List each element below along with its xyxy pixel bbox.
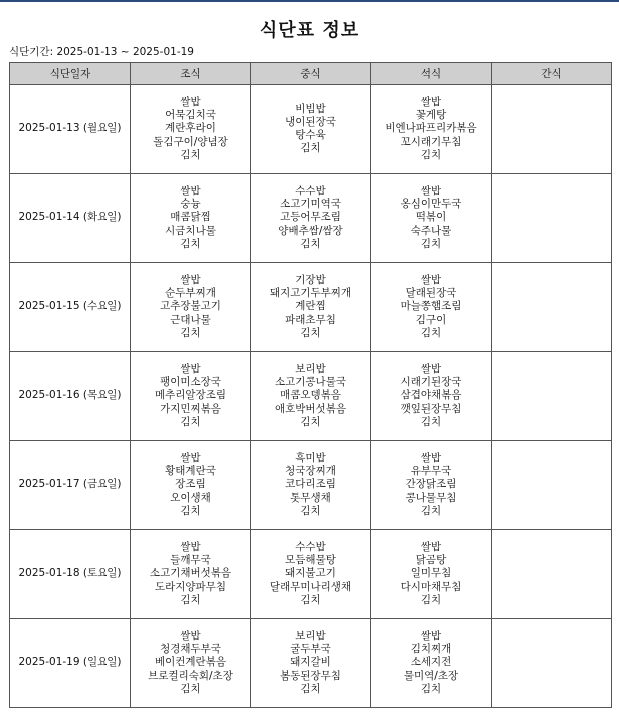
dish-item: 황태계란국 — [165, 465, 216, 478]
table-row — [10, 352, 612, 441]
dish-item: 유부무국 — [410, 465, 452, 478]
dish-item: 쌀밥 — [420, 540, 442, 553]
dish-item: 파래초무침 — [285, 313, 336, 326]
dish-item: 소고기콩나물국 — [274, 376, 346, 389]
dish-item: 마늘쫑햄조림 — [400, 300, 462, 313]
breakfast-cell — [131, 530, 251, 619]
breakfast-cell — [131, 352, 251, 441]
dish-item: 김치 — [420, 504, 442, 517]
dish-item: 청경채두부국 — [160, 643, 221, 656]
snack-cell — [492, 619, 612, 708]
dish-item: 고추장불고기 — [160, 300, 221, 313]
dish-item: 탕수육 — [295, 129, 326, 141]
dish-item: 꼬시래기무침 — [400, 135, 462, 148]
lunch-cell — [251, 352, 371, 441]
lunch-cell — [251, 263, 371, 352]
dish-item: 김치 — [180, 504, 201, 517]
meal-date: 2025-01-16 (목요일) — [10, 352, 131, 441]
dish-item: 장조림 — [175, 478, 206, 491]
snack-cell — [492, 263, 612, 352]
dish-item: 쌀밥 — [420, 362, 442, 375]
dish-item: 쌀밥 — [180, 95, 201, 108]
dish-item: 돼지고기두부찌개 — [269, 287, 352, 300]
header-dinner: 석식 — [371, 63, 492, 85]
dish-item: 김치 — [420, 593, 442, 606]
dish-item: 소고기미역국 — [280, 198, 341, 211]
dish-item: 매콤닭찜 — [170, 211, 211, 224]
dish-item: 오이생채 — [170, 491, 211, 504]
dish-item: 메추리알장조림 — [154, 389, 226, 402]
dish-item: 달래된장국 — [405, 287, 457, 300]
lunch-cell — [251, 85, 371, 174]
dish-item: 옹심이만두국 — [400, 198, 462, 211]
dish-item: 김치 — [180, 682, 201, 695]
meal-date: 2025-01-13 (월요일) — [10, 85, 131, 174]
dish-item: 보리밥 — [295, 629, 326, 642]
table-header-row — [10, 63, 612, 85]
dish-item: 어묵김치국 — [165, 109, 216, 122]
dish-item: 쌀밥 — [420, 273, 442, 286]
dish-item: 봄동된장무침 — [280, 669, 341, 682]
menu-period: 식단기간: 2025-01-13 ~ 2025-01-19 — [9, 46, 194, 58]
dinner-cell — [371, 352, 492, 441]
dish-item: 김치 — [420, 682, 442, 695]
table-row — [10, 263, 612, 352]
dish-item: 깻잎된장무침 — [400, 402, 462, 415]
breakfast-cell — [131, 174, 251, 263]
dish-item: 일미무침 — [410, 567, 452, 580]
page-title: 식단표 정보 — [259, 20, 360, 41]
dish-item: 김치찌개 — [410, 643, 452, 656]
dish-item: 김치 — [420, 148, 442, 161]
meal-date: 2025-01-18 (토요일) — [10, 530, 131, 619]
meal-table-body — [10, 85, 612, 708]
dish-item: 김치 — [300, 326, 321, 339]
dish-item: 김치 — [300, 237, 321, 250]
breakfast-cell — [131, 441, 251, 530]
dish-item: 계란후라이 — [165, 122, 216, 135]
dinner-cell — [371, 263, 492, 352]
dish-item: 쌀밥 — [180, 540, 201, 553]
dinner-cell — [371, 619, 492, 708]
snack-cell — [492, 174, 612, 263]
table-row — [10, 530, 612, 619]
table-row — [10, 174, 612, 263]
breakfast-cell — [131, 85, 251, 174]
dish-item: 김치 — [300, 415, 321, 428]
dish-item: 쌀밥 — [180, 273, 201, 286]
meal-table — [9, 62, 612, 708]
dish-item: 숭늉 — [180, 198, 201, 211]
snack-cell — [492, 530, 612, 619]
table-row — [10, 85, 612, 174]
dish-item: 김치 — [300, 142, 321, 155]
header-date: 식단일자 — [10, 63, 131, 85]
dish-item: 김치 — [300, 682, 321, 695]
meal-date: 2025-01-14 (화요일) — [10, 174, 131, 263]
dish-item: 쌀밥 — [420, 95, 442, 108]
dish-item: 수수밥 — [295, 184, 326, 197]
dish-item: 흑미밥 — [295, 451, 326, 464]
dish-item: 떡볶이 — [415, 211, 447, 224]
dish-item: 달래무미나리생채 — [269, 580, 352, 593]
dish-item: 순두부찌개 — [165, 287, 216, 300]
dish-item: 시래기된장국 — [400, 376, 462, 389]
dish-item: 간장닭조림 — [405, 478, 457, 491]
dinner-cell — [371, 530, 492, 619]
dish-item: 모듬해물탕 — [285, 554, 336, 567]
dish-item: 쌀밥 — [420, 184, 442, 197]
dinner-cell — [371, 174, 492, 263]
dish-item: 김치 — [420, 415, 442, 428]
dish-item: 도라지양파무침 — [154, 580, 226, 593]
dish-item: 돼지불고기 — [285, 567, 336, 580]
dish-item: 물미역/초장 — [403, 669, 459, 682]
dish-item: 돌김구이/양념장 — [153, 135, 228, 148]
dish-item: 김치 — [180, 326, 201, 339]
snack-cell — [492, 85, 612, 174]
dish-item: 애호박버섯볶음 — [274, 402, 346, 415]
dish-item: 김치 — [180, 148, 201, 161]
dish-item: 김치 — [300, 504, 321, 517]
dish-item: 고등어무조림 — [280, 211, 341, 224]
dish-item: 냉이된장국 — [285, 115, 336, 128]
dish-item: 김치 — [420, 237, 442, 250]
meal-date: 2025-01-17 (금요일) — [10, 441, 131, 530]
lunch-cell — [251, 619, 371, 708]
table-row — [10, 619, 612, 708]
meal-date: 2025-01-15 (수요일) — [10, 263, 131, 352]
dish-item: 소세지전 — [410, 656, 452, 669]
dish-item: 김치 — [180, 593, 201, 606]
dish-item: 쌀밥 — [180, 451, 201, 464]
dish-item: 시금치나물 — [165, 224, 216, 237]
lunch-cell — [251, 530, 371, 619]
dish-item: 삼겹야채볶음 — [400, 389, 462, 402]
snack-cell — [492, 352, 612, 441]
dish-item: 브로컬리숙회/초장 — [148, 669, 233, 682]
dish-item: 쌀밥 — [420, 629, 442, 642]
breakfast-cell — [131, 263, 251, 352]
top-divider-line — [0, 0, 619, 2]
breakfast-cell — [131, 619, 251, 708]
dish-item: 매콤오뎅볶음 — [280, 389, 341, 402]
dish-item: 다시마채무침 — [400, 580, 462, 593]
lunch-cell — [251, 441, 371, 530]
dish-item: 돼지갈비 — [290, 656, 331, 669]
dish-item: 소고기채버섯볶음 — [149, 567, 232, 580]
dish-item: 수수밥 — [295, 540, 326, 553]
meal-date: 2025-01-19 (일요일) — [10, 619, 131, 708]
dish-item: 콩나물무침 — [405, 491, 457, 504]
dish-item: 보리밥 — [295, 362, 326, 375]
dish-item: 가지민찌볶음 — [160, 402, 221, 415]
dish-item: 쌀밥 — [180, 362, 201, 375]
dish-item: 김치 — [180, 237, 201, 250]
dish-item: 비빔밥 — [295, 102, 326, 115]
dish-item: 들깨무국 — [170, 554, 211, 567]
table-row — [10, 441, 612, 530]
dish-item: 양배추쌈/쌈장 — [278, 224, 343, 237]
dish-item: 기장밥 — [295, 273, 326, 286]
dish-item: 김구이 — [415, 313, 447, 326]
header-snack: 간식 — [492, 63, 612, 85]
dish-item: 쌀밥 — [180, 184, 201, 197]
dish-item: 비엔나파프리카볶음 — [385, 122, 477, 135]
dish-item: 톳무생채 — [290, 491, 331, 504]
dish-item: 쌀밥 — [180, 629, 201, 642]
dish-item: 베이컨계란볶음 — [154, 656, 226, 669]
dish-item: 김치 — [300, 593, 321, 606]
dish-item: 팽이미소장국 — [160, 376, 221, 389]
dish-item: 계란찜 — [295, 300, 326, 313]
dish-item: 청국장찌개 — [285, 465, 336, 478]
dish-item: 닭곰탕 — [415, 554, 447, 567]
dish-item: 숙주나물 — [410, 224, 452, 237]
dish-item: 김치 — [180, 415, 201, 428]
dish-item: 근대나물 — [170, 313, 211, 326]
snack-cell — [492, 441, 612, 530]
lunch-cell — [251, 174, 371, 263]
dinner-cell — [371, 85, 492, 174]
dinner-cell — [371, 441, 492, 530]
header-lunch: 중식 — [251, 63, 371, 85]
dish-item: 김치 — [420, 326, 442, 339]
header-breakfast: 조식 — [131, 63, 251, 85]
dish-item: 꽃게탕 — [415, 109, 447, 122]
dish-item: 코다리조림 — [285, 478, 336, 491]
dish-item: 쌀밥 — [420, 451, 442, 464]
dish-item: 굴두부국 — [290, 643, 331, 656]
